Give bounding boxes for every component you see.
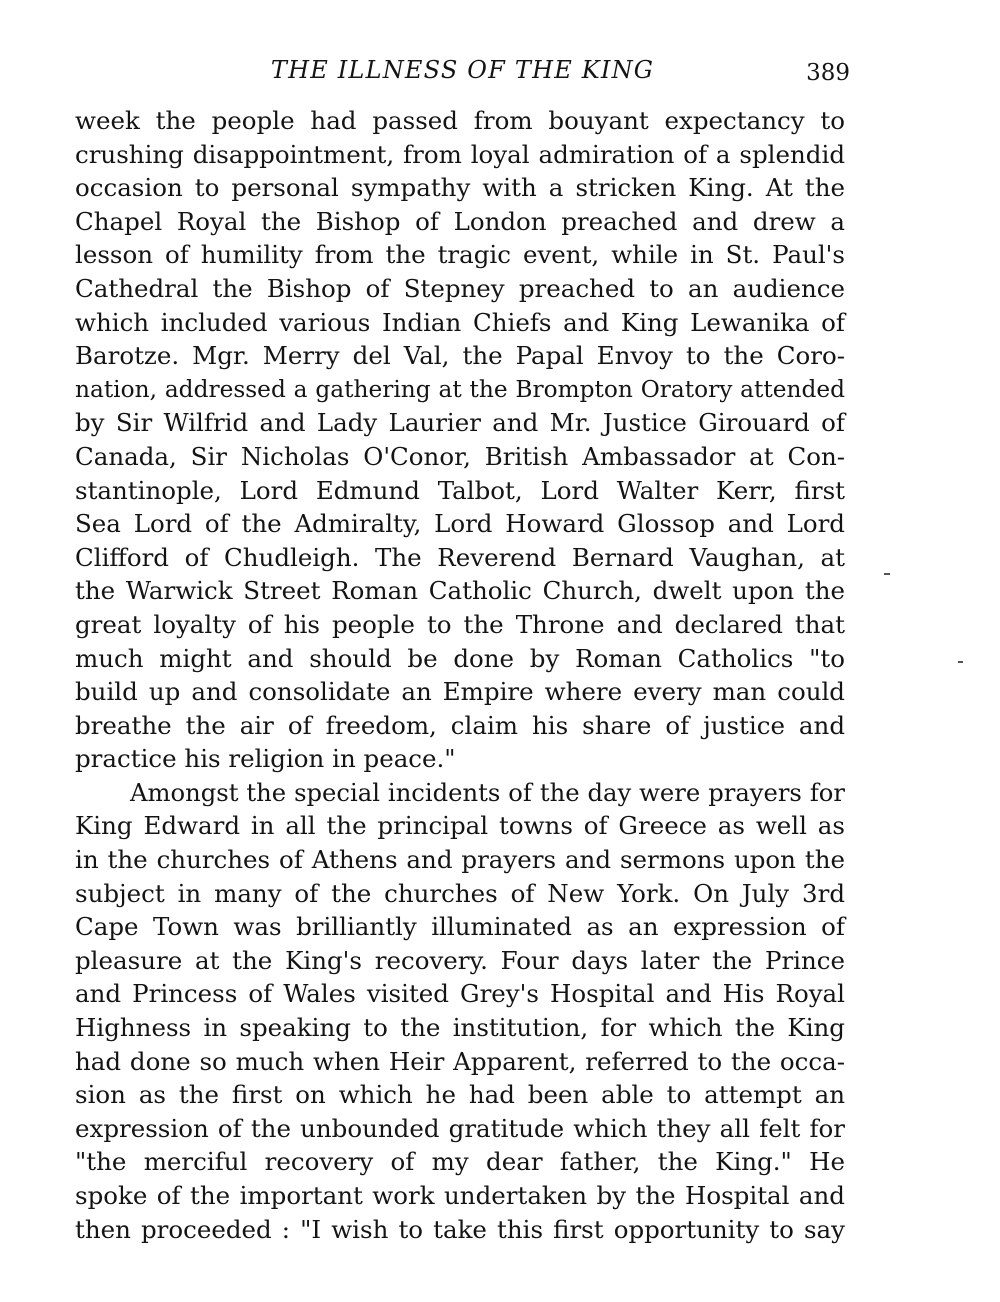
text-line: build up and consolidate an Empire where every man could [75,677,845,707]
page-number: 389 [806,60,850,86]
scan-speck [958,661,963,663]
text-line: week the people had passed from bouyant expectancy to [75,106,845,135]
text-line: Sea Lord of the Admiralty, Lord Howard Glossop and Lord [75,509,845,539]
paragraph-continued [75,104,845,776]
text-line: stantinople, Lord Edmund Talbot, Lord Walter Kerr, first [75,475,845,505]
body-text [75,104,845,1246]
text-line: crushing disappointment, from loyal admiration of a splendid [75,139,845,169]
text-line: Chapel Royal the Bishop of London preached and drew a [75,206,845,236]
text-line: in the churches of Athens and prayers and sermons upon the [75,845,845,875]
scan-speck [884,573,890,575]
paragraph [75,776,845,1246]
text-line: lesson of humility from the tragic event, while in St. Paul's [75,240,845,270]
text-line: sion as the first on which he had been able to attempt an [75,1080,845,1110]
text-line: breathe the air of freedom, claim his share of justice and [75,710,845,740]
text-line: pleasure at the King's recovery. Four days later the Prince [75,945,845,975]
text-line: Barotze. Mgr. Merry del Val, the Papal Envoy to the Coro- [75,341,845,371]
text-line: and Princess of Wales visited Grey's Hospital and His Royal [75,979,845,1009]
text-line: subject in many of the churches of New York. On July 3rd [75,878,845,908]
text-line: by Sir Wilfrid and Lady Laurier and Mr. Justice Girouard of [75,408,845,438]
text-line: Canada, Sir Nicholas O'Conor, British Ambassador at Con- [75,441,845,471]
text-line: then proceeded : "I wish to take this first opportunity to say [75,1214,845,1244]
text-line: Clifford of Chudleigh. The Reverend Bernard Vaughan, at [75,542,845,572]
text-line: "the merciful recovery of my dear father, the King." He [75,1147,845,1177]
text-line: had done so much when Heir Apparent, referred to the occa- [75,1046,845,1076]
running-title: THE ILLNESS OF THE KING [270,56,655,84]
text-line: the Warwick Street Roman Catholic Church, dwelt upon the [75,576,845,606]
running-header [75,52,850,88]
text-line: nation, addressed a gathering at the Brompton Oratory attended [75,375,845,403]
text-line: King Edward in all the principal towns of Greece as well as [75,811,845,841]
text-line: Cathedral the Bishop of Stepney preached to an audience [75,273,845,303]
text-line: Amongst the special incidents of the day were prayers for [130,777,845,807]
text-line: occasion to personal sympathy with a stricken King. At the [75,173,845,203]
text-line: spoke of the important work undertaken by the Hospital and [75,1181,845,1210]
text-line: Cape Town was brilliantly illuminated as an expression of [75,912,845,942]
text-line: expression of the unbounded gratitude which they all felt for [75,1113,845,1143]
text-line: practice his religion in peace." [75,744,456,774]
text-line: great loyalty of his people to the Throne and declared that [75,609,845,639]
text-line: which included various Indian Chiefs and King Lewanika of [75,307,845,337]
text-line: Highness in speaking to the institution, for which the King [75,1013,845,1043]
text-line: much might and should be done by Roman Catholics "to [75,643,845,673]
